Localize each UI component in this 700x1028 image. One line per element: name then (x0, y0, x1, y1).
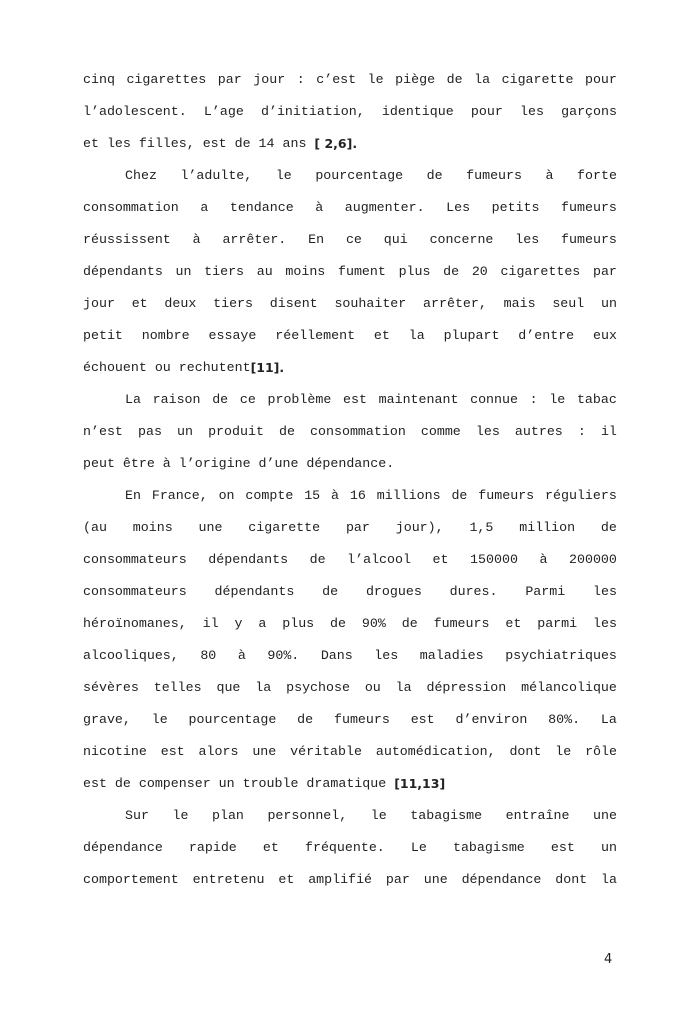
word: 15 (304, 488, 321, 503)
word: de (322, 584, 339, 599)
word: réussissent (83, 232, 171, 247)
word: une (252, 744, 277, 759)
word: seul (552, 296, 585, 311)
word: 20 (471, 264, 488, 279)
word: que (216, 680, 241, 695)
word: ce (239, 392, 256, 407)
line-text: et les filles, est de 14 ans (83, 136, 315, 151)
word: d’entre (518, 328, 575, 343)
word: jour (83, 296, 115, 311)
word: mélancolique (521, 680, 617, 695)
word: de (446, 72, 463, 87)
word: une (423, 872, 448, 887)
word: jour (253, 72, 286, 87)
word: Chez (125, 168, 157, 183)
word: d’initiation, (260, 104, 365, 119)
text-line (83, 71, 617, 89)
word: alors (198, 744, 239, 759)
word: deux (164, 296, 197, 311)
word: par (345, 520, 370, 535)
word: est (410, 712, 435, 727)
text-line (83, 743, 617, 761)
word: cigarettes (500, 264, 581, 279)
text-line (83, 231, 617, 249)
word: de (401, 616, 418, 631)
word: Sur (125, 808, 149, 823)
word: rôle (585, 744, 617, 759)
word: piège (395, 72, 436, 87)
word: (au (83, 520, 107, 535)
text-line (83, 551, 617, 569)
word: de (600, 520, 617, 535)
punctuation: . (279, 360, 285, 375)
word: 150000 (470, 552, 518, 567)
line-text: est de compenser un trouble dramatique (83, 776, 395, 791)
word: personnel, (267, 808, 348, 823)
text-line (83, 519, 617, 537)
word: psychose (286, 680, 350, 695)
word: sévères (83, 680, 139, 695)
word: les (475, 424, 500, 439)
word: la (408, 328, 425, 343)
word: de (443, 264, 460, 279)
word: véritable (290, 744, 362, 759)
word: consommation (83, 200, 179, 215)
word: tiers (213, 296, 254, 311)
word: le (549, 392, 566, 407)
word: cigarette (248, 520, 321, 535)
citation-reference: [11] (250, 360, 280, 375)
word: les (519, 104, 544, 119)
text-line (83, 359, 617, 377)
word: mais (503, 296, 536, 311)
word: une (593, 808, 617, 823)
word: Dans (320, 648, 353, 663)
word: par (592, 264, 617, 279)
word: de (330, 616, 347, 631)
word: 90% (361, 616, 386, 631)
word: les (374, 648, 399, 663)
word: entraîne (505, 808, 570, 823)
word: fumeurs (561, 232, 617, 247)
word: 1,5 (469, 520, 494, 535)
word: l’alcool (347, 552, 411, 567)
word: et (278, 872, 295, 887)
word: Le (410, 840, 427, 855)
text-line (83, 679, 617, 697)
text-line (125, 807, 617, 825)
text-line (83, 615, 617, 633)
word: alcooliques, (83, 648, 179, 663)
word: est (343, 392, 367, 407)
word: et (131, 296, 148, 311)
text-line (83, 103, 617, 121)
word: il (600, 424, 617, 439)
word: cigarette (501, 72, 574, 87)
word: consommateurs (83, 552, 187, 567)
word: par (385, 872, 410, 887)
word: un (601, 296, 617, 311)
word: c’est (316, 72, 357, 87)
word: a (200, 200, 209, 215)
text-line (83, 775, 617, 793)
word: pourcentage (315, 168, 404, 183)
word: comme (420, 424, 461, 439)
word: 90%. (267, 648, 300, 663)
word: à (331, 488, 340, 503)
word: fument (337, 264, 386, 279)
word: moins (285, 264, 326, 279)
word: à (192, 232, 201, 247)
word: Les (446, 200, 471, 215)
word: automédication, (375, 744, 496, 759)
word: une (198, 520, 223, 535)
word: qui (383, 232, 408, 247)
word: le (275, 168, 292, 183)
word: tabagisme (410, 808, 483, 823)
word: fumeurs (466, 168, 522, 183)
word: psychiatriques (505, 648, 617, 663)
word: les (593, 616, 617, 631)
word: y (234, 616, 243, 631)
word: maintenant (378, 392, 459, 407)
word: pour (470, 104, 503, 119)
word: ou (364, 680, 381, 695)
word: parmi (537, 616, 578, 631)
punctuation: . (352, 136, 358, 151)
word: par (217, 72, 242, 87)
word: telles (153, 680, 202, 695)
word: tiers (204, 264, 245, 279)
word: réellement (275, 328, 356, 343)
text-line (83, 839, 617, 857)
word: un (175, 264, 192, 279)
text-line (83, 199, 617, 217)
word: la (474, 72, 491, 87)
word: autres (514, 424, 563, 439)
word: est (550, 840, 575, 855)
word: En (125, 488, 141, 503)
word: le (367, 72, 384, 87)
word: dépendance (461, 872, 542, 887)
word: fumeurs (478, 488, 535, 503)
word: il (202, 616, 219, 631)
word: tendance (229, 200, 294, 215)
word: de (279, 424, 295, 439)
word: plan (211, 808, 244, 823)
text-line (125, 167, 617, 185)
citation-reference: [11,13] (394, 776, 446, 791)
word: à (315, 200, 324, 215)
word: et (432, 552, 449, 567)
word: et (262, 840, 279, 855)
word: le (370, 808, 387, 823)
word: les (593, 584, 617, 599)
word: un (600, 840, 617, 855)
word: eux (593, 328, 617, 343)
word: d’environ (455, 712, 528, 727)
word: l’adulte, (180, 168, 253, 183)
word: le (172, 808, 189, 823)
word: arrêter. (222, 232, 287, 247)
text-line (125, 391, 617, 409)
word: dépendants (214, 584, 295, 599)
word: dépendance (83, 840, 163, 855)
word: on (218, 488, 235, 503)
word: connue (470, 392, 518, 407)
word: augmenter. (344, 200, 425, 215)
word: : (577, 424, 586, 439)
word: garçons (561, 104, 617, 119)
text-line (83, 583, 617, 601)
word: tabagisme (452, 840, 525, 855)
word: souhaiter (334, 296, 407, 311)
word: de (451, 488, 468, 503)
word: fumeurs (433, 616, 490, 631)
text-line (125, 487, 617, 505)
word: concerne (429, 232, 494, 247)
text-line (83, 327, 617, 345)
word: amplifié (308, 872, 373, 887)
word: rapide (188, 840, 237, 855)
word: la (255, 680, 272, 695)
word: plus (282, 616, 315, 631)
word: : (296, 72, 305, 87)
word: comportement (83, 872, 179, 887)
word: cigarettes (126, 72, 207, 87)
word: France, (151, 488, 208, 503)
word: les (515, 232, 540, 247)
word: petits (491, 200, 540, 215)
word: dures. (449, 584, 498, 599)
line-text: peut être à l’origine d’une dépendance. (83, 456, 395, 471)
word: dépression (426, 680, 507, 695)
word: à (545, 168, 554, 183)
citation-reference: [ 2,6] (314, 136, 353, 151)
word: grave, (83, 712, 131, 727)
word: En (308, 232, 325, 247)
text-line (83, 647, 617, 665)
word: un (177, 424, 193, 439)
word: maladies (419, 648, 484, 663)
word: raison (152, 392, 201, 407)
word: La (125, 392, 141, 407)
word: compte (245, 488, 294, 503)
word: 16 (349, 488, 366, 503)
word: dépendants (208, 552, 289, 567)
word: identique (381, 104, 454, 119)
word: le (151, 712, 168, 727)
word: et (373, 328, 390, 343)
word: dépendants (83, 264, 163, 279)
text-line (83, 295, 617, 313)
word: million (519, 520, 576, 535)
word: La (600, 712, 617, 727)
word: de (297, 712, 314, 727)
word: fumeurs (561, 200, 617, 215)
word: pour (584, 72, 617, 87)
text-line (83, 871, 617, 889)
word: de (426, 168, 443, 183)
word: la (601, 872, 617, 887)
page-number: 4 (604, 952, 613, 967)
text-line (83, 455, 617, 473)
word: pourcentage (188, 712, 277, 727)
word: à (539, 552, 548, 567)
word: : (529, 392, 538, 407)
word: disent (269, 296, 318, 311)
word: pas (137, 424, 162, 439)
word: drogues (365, 584, 422, 599)
word: tabac (576, 392, 617, 407)
word: nombre (141, 328, 190, 343)
word: est (160, 744, 185, 759)
word: l’adolescent. (83, 104, 187, 119)
word: fumeurs (333, 712, 390, 727)
word: moins (132, 520, 173, 535)
word: produit (208, 424, 264, 439)
word: réguliers (545, 488, 617, 503)
word: Parmi (525, 584, 566, 599)
word: problème (267, 392, 332, 407)
word: à (237, 648, 246, 663)
word: cinq (83, 72, 115, 87)
text-line (83, 263, 617, 281)
word: héroïnomanes, (83, 616, 187, 631)
word: entretenu (192, 872, 265, 887)
word: jour), (395, 520, 444, 535)
word: consommation (310, 424, 406, 439)
word: a (258, 616, 267, 631)
word: petit (83, 328, 123, 343)
word: consommateurs (83, 584, 187, 599)
word: 80 (200, 648, 217, 663)
word: L’age (203, 104, 244, 119)
text-line (83, 423, 617, 441)
word: la (395, 680, 412, 695)
word: ce (345, 232, 362, 247)
word: essaye (208, 328, 257, 343)
word: dont (555, 872, 588, 887)
word: plupart (443, 328, 500, 343)
text-line (83, 711, 617, 729)
word: forte (577, 168, 617, 183)
word: arrêter, (423, 296, 487, 311)
word: fréquente. (304, 840, 385, 855)
line-text: échouent ou rechutent (83, 360, 251, 375)
word: au (256, 264, 273, 279)
word: n’est (83, 424, 123, 439)
word: dont (509, 744, 542, 759)
word: plus (398, 264, 431, 279)
word: nicotine (83, 744, 147, 759)
word: le (555, 744, 572, 759)
word: de (212, 392, 229, 407)
word: millions (376, 488, 441, 503)
word: 200000 (569, 552, 617, 567)
text-line (83, 135, 617, 153)
word: de (309, 552, 326, 567)
word: 80%. (548, 712, 581, 727)
word: et (505, 616, 522, 631)
